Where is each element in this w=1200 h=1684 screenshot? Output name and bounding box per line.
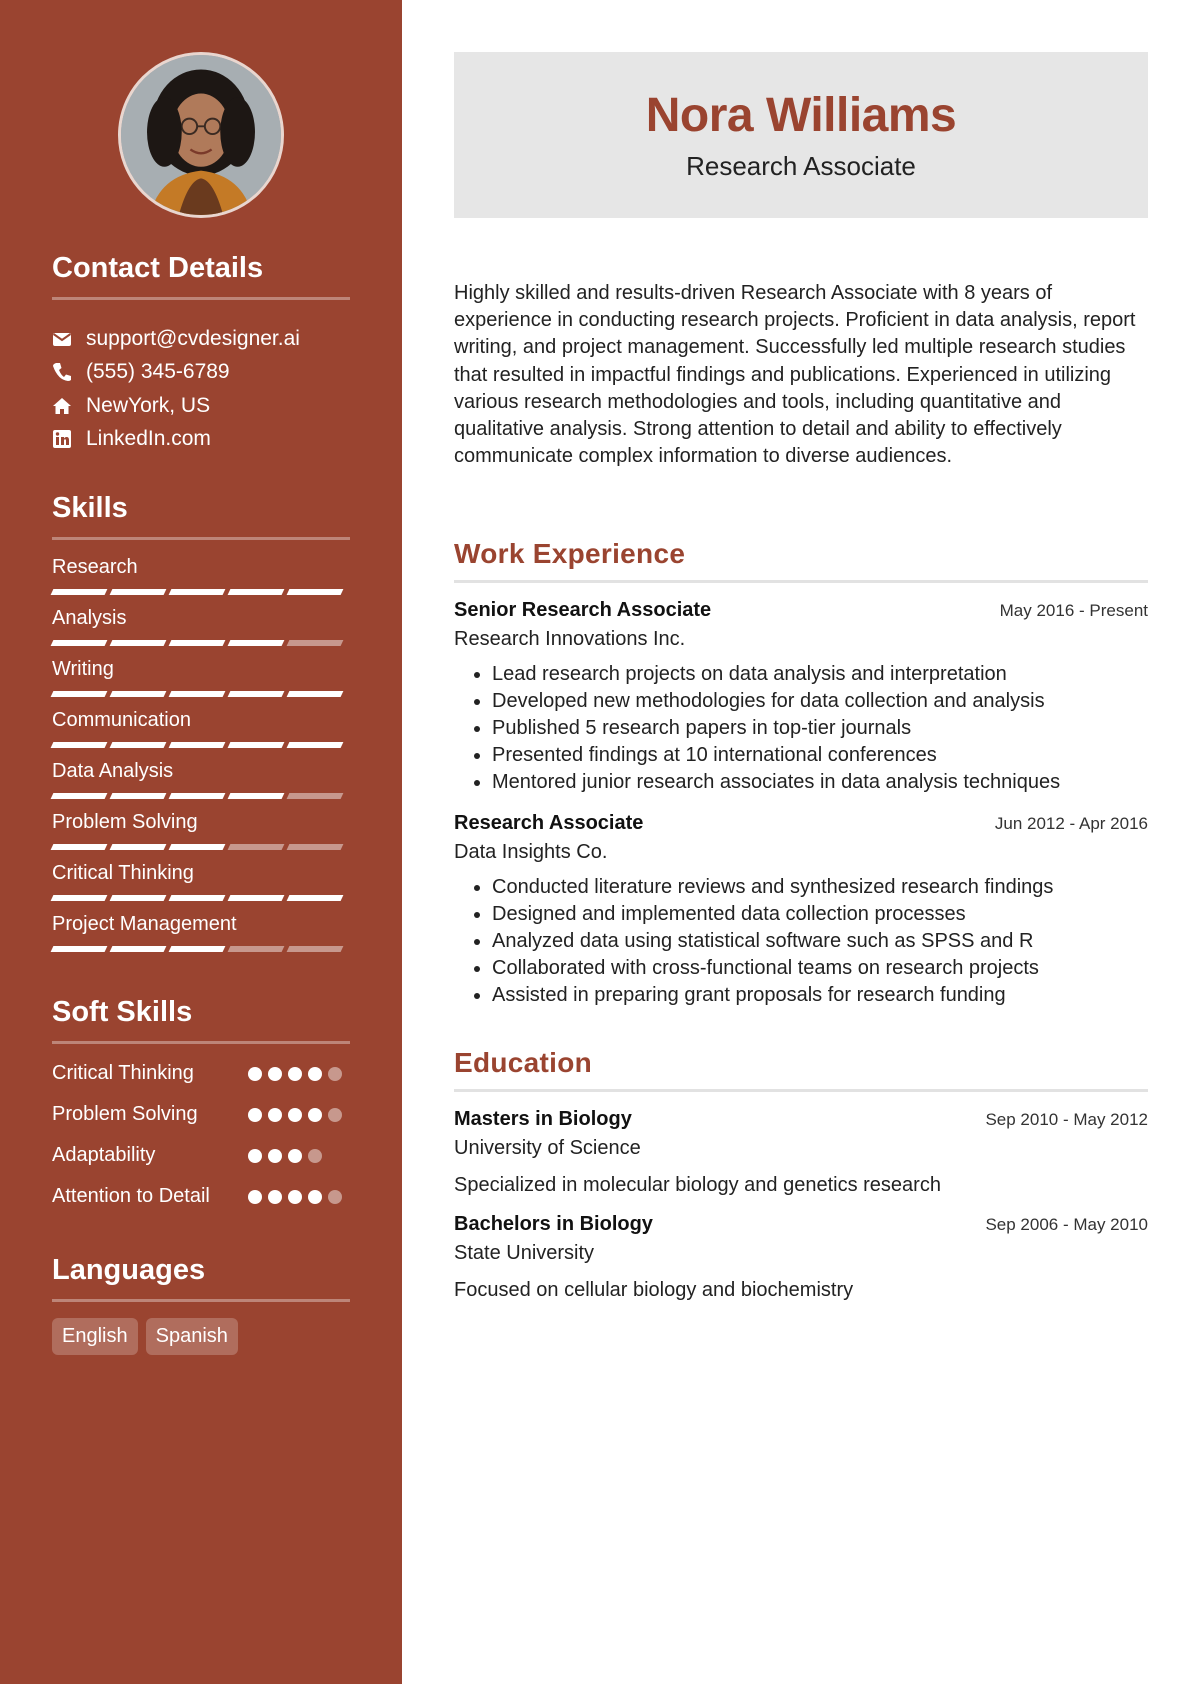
soft-skills-section — [52, 996, 350, 1210]
skill-level-bar — [52, 691, 350, 697]
skill-level-segment — [110, 640, 167, 646]
job-bullet: • Analyzed data using statistical software such as SPSS and R — [492, 928, 1148, 955]
skill-level-segment — [110, 589, 167, 595]
rating-dot — [308, 1108, 322, 1122]
rating-dot — [328, 1190, 342, 1204]
soft-skill-rating — [248, 1183, 342, 1204]
contact-title: Contact Details — [52, 252, 350, 300]
skill-level-segment — [51, 946, 108, 952]
soft-skills-title: Soft Skills — [52, 996, 350, 1044]
contact-phone-text: (555) 345-6789 — [86, 360, 230, 384]
contact-email-text: support@cvdesigner.ai — [86, 326, 300, 350]
soft-skill-rating — [248, 1060, 342, 1081]
sidebar — [0, 0, 402, 1684]
profile-summary: Highly skilled and results-driven Research Associate with 8 years of experience in conducting research projects. Proficient in data analysis, report writing, and project management. Successfully led multiple research studies that resulted in impactful findings and publications. Experienced in utilizing various research methodologies and tools, including quantitative and qualitative analysis. Strong attention to detail and ability to effectively communicate complex information to diverse audiences. — [454, 282, 1136, 468]
education-section — [454, 1047, 1148, 1302]
skill-level-segment — [169, 742, 226, 748]
rating-dot — [268, 1067, 282, 1081]
education-title: Education — [454, 1047, 1148, 1092]
school-name: University of Science — [454, 1137, 641, 1160]
rating-dot — [248, 1190, 262, 1204]
skill-level-segment — [110, 844, 167, 850]
job-bullet: • Assisted in preparing grant proposals for research funding — [492, 982, 1148, 1009]
skills-list — [52, 556, 350, 952]
skill-level-segment — [51, 895, 108, 901]
skill-level-bar — [52, 946, 350, 952]
degree-title: Bachelors in Biology — [454, 1213, 653, 1236]
home-icon — [52, 396, 72, 416]
skill-level-segment — [169, 844, 226, 850]
school-name: State University — [454, 1242, 595, 1265]
job-title: Research Associate — [454, 812, 644, 835]
skill-name: Critical Thinking — [52, 862, 194, 884]
job-company: Data Insights Co. — [454, 841, 608, 864]
rating-dot — [308, 1067, 322, 1081]
job-bullet: • Presented findings at 10 international conferences — [492, 742, 1148, 769]
soft-skill-item — [52, 1183, 350, 1210]
skill-level-segment — [228, 589, 285, 595]
rating-dot — [268, 1108, 282, 1122]
skill-name: Communication — [52, 709, 191, 731]
skill-level-segment — [169, 589, 226, 595]
skill-item — [52, 658, 350, 697]
candidate-role: Research Associate — [686, 151, 916, 181]
skill-name: Data Analysis — [52, 760, 174, 782]
contact-list — [52, 322, 350, 456]
phone-icon — [52, 362, 72, 382]
skill-level-bar — [52, 589, 350, 595]
skill-level-segment — [169, 640, 226, 646]
skill-level-segment — [287, 691, 344, 697]
job-bullets — [454, 874, 1148, 1009]
soft-skills-list — [52, 1060, 350, 1210]
skill-level-segment — [287, 742, 344, 748]
soft-skill-name: Adaptability — [52, 1144, 156, 1166]
skill-level-segment — [228, 895, 285, 901]
skill-level-segment — [228, 844, 285, 850]
skill-level-segment — [228, 640, 285, 646]
contact-location — [52, 389, 350, 423]
rating-dot — [268, 1149, 282, 1163]
soft-skill-item — [52, 1101, 350, 1128]
skill-level-segment — [287, 844, 344, 850]
skill-level-bar — [52, 742, 350, 748]
rating-dot — [308, 1190, 322, 1204]
skill-level-bar — [52, 895, 350, 901]
skill-level-segment — [51, 793, 108, 799]
job-bullet: • Mentored junior research associates in data analysis techniques — [492, 769, 1148, 796]
job-bullet: • Designed and implemented data collection processes — [492, 901, 1148, 928]
language-tag: English — [52, 1318, 138, 1355]
education-entry — [454, 1213, 1148, 1302]
photo-container — [52, 52, 350, 218]
job-date: May 2016 - Present — [999, 601, 1148, 621]
rating-dot — [288, 1067, 302, 1081]
skill-level-segment — [51, 640, 108, 646]
contact-email[interactable] — [52, 322, 350, 356]
education-entry — [454, 1108, 1148, 1197]
contact-location-text: NewYork, US — [86, 393, 211, 417]
rating-dot — [328, 1108, 342, 1122]
job-title: Senior Research Associate — [454, 599, 712, 622]
skills-section — [52, 492, 350, 952]
contact-linkedin[interactable] — [52, 423, 350, 457]
skill-item — [52, 709, 350, 748]
skill-level-segment — [51, 844, 108, 850]
degree-description: Specialized in molecular biology and genetics research — [454, 1174, 941, 1197]
rating-dot — [288, 1149, 302, 1163]
skill-name: Problem Solving — [52, 811, 198, 833]
skill-level-segment — [51, 589, 108, 595]
soft-skill-name: Problem Solving — [52, 1103, 198, 1125]
language-tag: Spanish — [146, 1318, 238, 1355]
envelope-icon — [52, 329, 72, 349]
degree-date: Sep 2006 - May 2010 — [985, 1215, 1148, 1235]
rating-dot — [248, 1149, 262, 1163]
skill-level-segment — [228, 691, 285, 697]
skill-level-segment — [110, 895, 167, 901]
skill-item — [52, 607, 350, 646]
job-bullet: • Developed new methodologies for data collection and analysis — [492, 688, 1148, 715]
skill-item — [52, 862, 350, 901]
experience-entry — [454, 812, 1148, 1009]
rating-dot — [268, 1190, 282, 1204]
skill-item — [52, 913, 350, 952]
skill-level-segment — [287, 589, 344, 595]
job-bullet: • Conducted literature reviews and synthesized research findings — [492, 874, 1148, 901]
skill-level-segment — [169, 691, 226, 697]
languages-title: Languages — [52, 1254, 350, 1302]
skill-level-segment — [169, 946, 226, 952]
skill-name: Research — [52, 556, 138, 578]
soft-skill-rating — [248, 1101, 342, 1122]
skill-level-bar — [52, 793, 350, 799]
candidate-name: Nora Williams — [645, 89, 957, 142]
skill-name: Analysis — [52, 607, 127, 629]
skill-level-segment — [110, 691, 167, 697]
skill-item — [52, 811, 350, 850]
contact-phone[interactable] — [52, 356, 350, 390]
experience-section — [454, 538, 1148, 1009]
skills-title: Skills — [52, 492, 350, 540]
job-bullet: • Lead research projects on data analysis and interpretation — [492, 661, 1148, 688]
skill-level-segment — [287, 640, 344, 646]
skill-level-segment — [169, 793, 226, 799]
skill-level-segment — [287, 793, 344, 799]
skill-level-segment — [287, 946, 344, 952]
job-bullets — [454, 661, 1148, 796]
name-header — [454, 52, 1148, 218]
experience-entry — [454, 599, 1148, 796]
rating-dot — [328, 1067, 342, 1081]
skill-level-bar — [52, 844, 350, 850]
soft-skill-name: Critical Thinking — [52, 1062, 194, 1084]
job-bullet: • Collaborated with cross-functional teams on research projects — [492, 955, 1148, 982]
degree-description: Focused on cellular biology and biochemistry — [454, 1279, 854, 1302]
contact-section — [52, 252, 350, 456]
skill-level-segment — [287, 895, 344, 901]
skill-level-segment — [51, 691, 108, 697]
skill-level-segment — [169, 895, 226, 901]
skill-level-segment — [228, 793, 285, 799]
linkedin-icon — [52, 429, 72, 449]
skill-level-segment — [110, 793, 167, 799]
language-tags — [52, 1318, 350, 1355]
profile-photo — [118, 52, 284, 218]
soft-skill-name: Attention to Detail — [52, 1185, 210, 1207]
rating-dot — [248, 1108, 262, 1122]
soft-skill-rating — [248, 1142, 322, 1163]
main-content — [402, 0, 1200, 1684]
degree-title: Masters in Biology — [454, 1108, 632, 1131]
contact-linkedin-text: LinkedIn.com — [86, 427, 211, 451]
experience-title: Work Experience — [454, 538, 1148, 583]
degree-date: Sep 2010 - May 2012 — [985, 1110, 1148, 1130]
skill-name: Project Management — [52, 913, 237, 935]
rating-dot — [288, 1190, 302, 1204]
skill-item — [52, 760, 350, 799]
skill-level-segment — [110, 946, 167, 952]
skill-level-segment — [228, 742, 285, 748]
skill-level-segment — [51, 742, 108, 748]
job-bullet: • Published 5 research papers in top-tier journals — [492, 715, 1148, 742]
job-date: Jun 2012 - Apr 2016 — [994, 814, 1148, 834]
languages-section — [52, 1254, 350, 1355]
skill-item — [52, 556, 350, 595]
skill-level-segment — [228, 946, 285, 952]
skill-level-segment — [110, 742, 167, 748]
skill-name: Writing — [52, 658, 114, 680]
soft-skill-item — [52, 1142, 350, 1169]
skill-level-bar — [52, 640, 350, 646]
rating-dot — [288, 1108, 302, 1122]
rating-dot — [308, 1149, 322, 1163]
rating-dot — [248, 1067, 262, 1081]
job-company: Research Innovations Inc. — [454, 628, 686, 651]
avatar-illustration — [121, 55, 281, 215]
soft-skill-item — [52, 1060, 350, 1087]
